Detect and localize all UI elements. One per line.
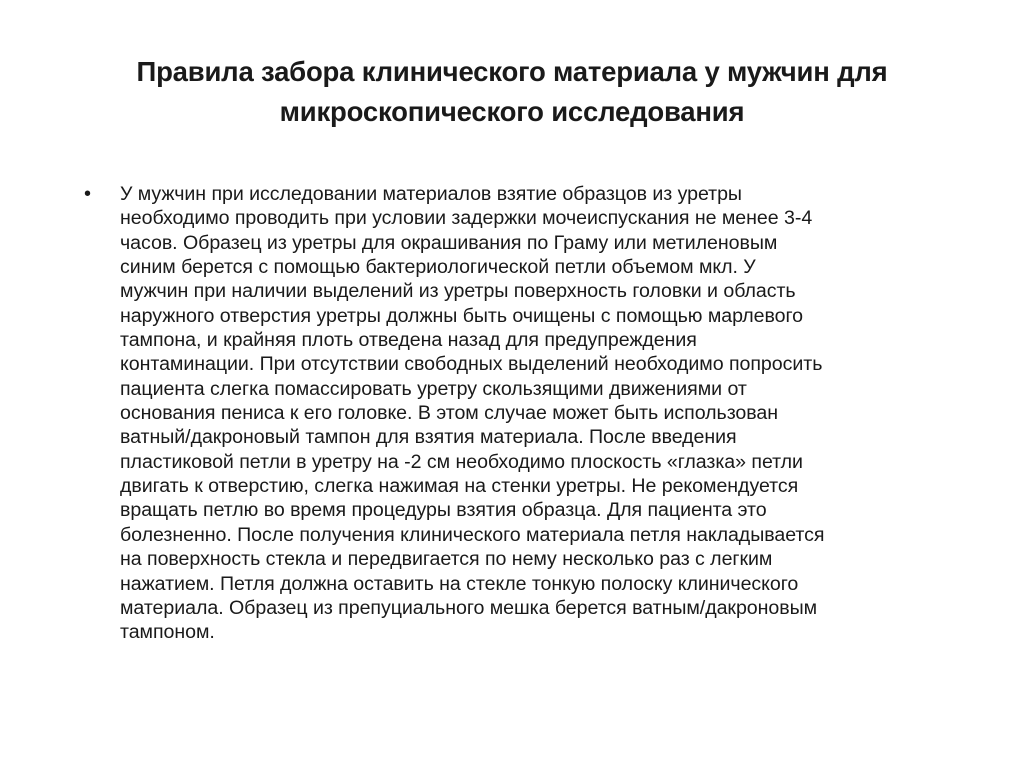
paragraph-line: двигать к отверстию, слегка нажимая на стенки уретры. Не рекомендуется [120, 475, 799, 498]
slide-title-line: микроскопического исследования [279, 96, 745, 127]
paragraph-line: мужчин при наличии выделений из уретры поверхность головки и область [120, 280, 796, 303]
paragraph-line: У мужчин при исследовании материалов взятие образцов из уретры [120, 183, 742, 205]
paragraph-line: тампоном. [120, 621, 215, 644]
paragraph-line: болезненно. После получения клинического материала петля накладывается [120, 523, 825, 546]
paragraph-line: нажатием. Петля должна оставить на стекле тонкую полоску клинического [120, 572, 799, 595]
paragraph-line: синим берется с помощью бактериологической петли объемом мкл. У [120, 256, 756, 279]
paragraph-line: контаминации. При отсутствии свободных выделений необходимо попросить [120, 353, 823, 376]
paragraph-line: основания пениса к его головке. В этом случае может быть использован [120, 402, 779, 425]
paragraph-line: материала. Образец из препуциального мешка берется ватным/дакроновым [120, 596, 818, 619]
paragraph-line: часов. Образец из уретры для окрашивания по Граму или метиленовым [120, 231, 778, 254]
paragraph-line: наружного отверстия уретры должны быть очищены с помощью марлевого [120, 304, 803, 327]
slide-title [60, 52, 964, 132]
paragraph-line: тампона, и крайняя плоть отведена назад для предупреждения [120, 329, 697, 352]
paragraph-line: пластиковой петли в уретру на -2 см необходимо плоскость «глазка» петли [120, 450, 803, 473]
bullet-icon: • [84, 183, 92, 205]
paragraph-line: ватный/дакроновый тампон для взятия материала. После введения [120, 426, 737, 449]
paragraph-line: вращать петлю во время процедуры взятия образца. Для пациента это [120, 499, 767, 522]
slide-title-line: Правила забора клинического материала у мужчин для [136, 56, 888, 87]
bullet-item [84, 182, 964, 645]
paragraph-line: необходимо проводить при условии задержки мочеиспускания не менее 3-4 [120, 207, 813, 230]
paragraph-line: на поверхность стекла и передвигается по нему несколько раз с легким [120, 548, 773, 571]
paragraph-line: пациента слегка помассировать уретру скользящими движениями от [120, 377, 747, 400]
bullet-paragraph [120, 182, 964, 645]
slide-body [84, 182, 964, 645]
